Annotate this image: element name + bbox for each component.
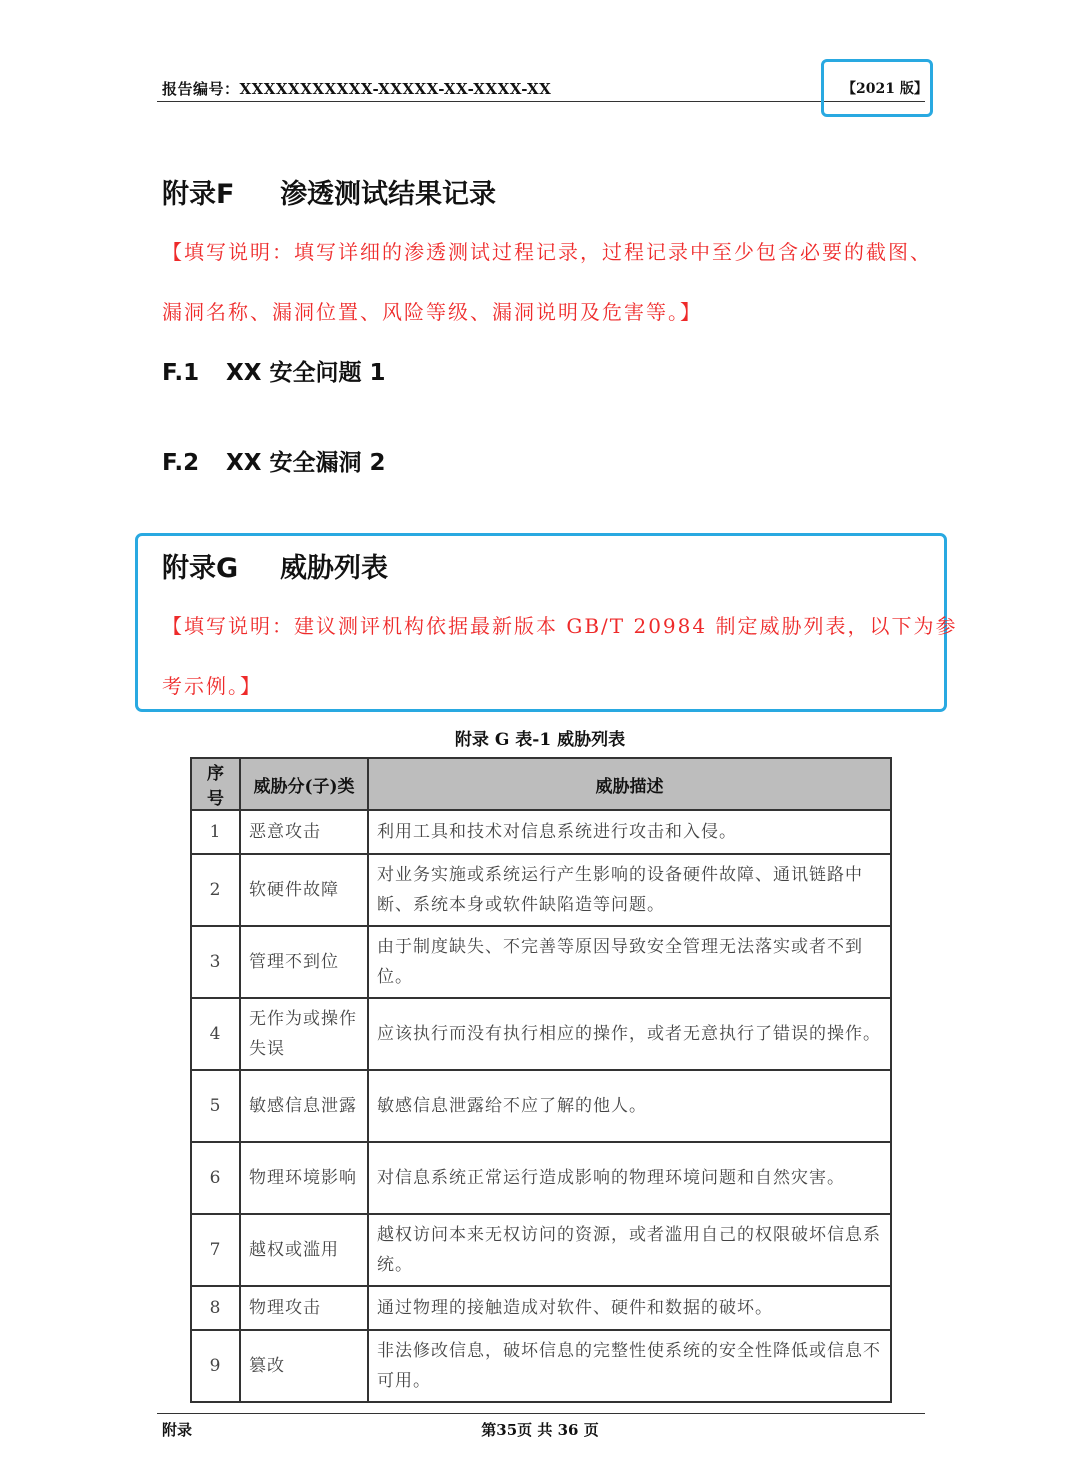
row-description: 越权访问本来无权访问的资源，或者滥用自己的权限破坏信息系统。: [368, 1214, 891, 1286]
row-description: 应该执行而没有执行相应的操作，或者无意执行了错误的操作。: [368, 998, 891, 1070]
row-category: 越权或滥用: [240, 1214, 368, 1286]
row-no: 9: [191, 1330, 240, 1402]
row-no: 4: [191, 998, 240, 1070]
table-row: [191, 1286, 891, 1330]
row-category: 软硬件故障: [240, 854, 368, 926]
footer-rule: [157, 1413, 925, 1414]
column-header-description: 威胁描述: [368, 758, 891, 810]
column-header-category: 威胁分(子)类: [240, 758, 368, 810]
appendix-g-note-line1: 【填写说明：建议测评机构依据最新版本 GB/T 20984 制定威胁列表，以下为参: [162, 614, 958, 638]
row-description: 由于制度缺失、不完善等原因导致安全管理无法落实或者不到位。: [368, 926, 891, 998]
table-row: [191, 1214, 891, 1286]
row-description: 敏感信息泄露给不应了解的他人。: [368, 1070, 891, 1142]
section-f2-title: XX 安全漏洞 2: [226, 450, 386, 476]
row-category: 物理攻击: [240, 1286, 368, 1330]
column-header-no: 序号: [191, 758, 240, 810]
row-no: 8: [191, 1286, 240, 1330]
footer-section-label: 附录: [162, 1421, 193, 1439]
row-no: 6: [191, 1142, 240, 1214]
appendix-f-note-line1: 【填写说明：填写详细的渗透测试过程记录，过程记录中至少包含必要的截图、: [162, 240, 932, 264]
row-category: 管理不到位: [240, 926, 368, 998]
appendix-g-heading: [162, 546, 388, 585]
section-f2-number: F.2: [162, 450, 200, 476]
row-description: 对信息系统正常运行造成影响的物理环境问题和自然灾害。: [368, 1142, 891, 1214]
appendix-f-note-line2: 漏洞名称、漏洞位置、风险等级、漏洞说明及危害等。】: [162, 300, 702, 324]
appendix-g-note-line2: 考示例。】: [162, 674, 262, 698]
section-f1-title: XX 安全问题 1: [226, 360, 386, 386]
row-category: 无作为或操作失误: [240, 998, 368, 1070]
row-description: 对业务实施或系统运行产生影响的设备硬件故障、通讯链路中断、系统本身或软件缺陷造等问题。: [368, 854, 891, 926]
threat-table: [190, 757, 892, 1403]
row-description: 利用工具和技术对信息系统进行攻击和入侵。: [368, 810, 891, 854]
section-f1-number: F.1: [162, 360, 200, 386]
row-category: 敏感信息泄露: [240, 1070, 368, 1142]
table-row: [191, 810, 891, 854]
section-f1-heading: [162, 354, 385, 387]
row-category: 恶意攻击: [240, 810, 368, 854]
row-category: 物理环境影响: [240, 1142, 368, 1214]
table-header-row: [191, 758, 891, 810]
section-f2-heading: [162, 444, 385, 477]
appendix-g-number: 附录G: [162, 553, 239, 584]
table-row: [191, 1142, 891, 1214]
row-description: 非法修改信息，破坏信息的完整性使系统的安全性降低或信息不可用。: [368, 1330, 891, 1402]
row-description: 通过物理的接触造成对软件、硬件和数据的破坏。: [368, 1286, 891, 1330]
row-no: 2: [191, 854, 240, 926]
table-row: [191, 926, 891, 998]
row-no: 5: [191, 1070, 240, 1142]
row-category: 篡改: [240, 1330, 368, 1402]
row-no: 7: [191, 1214, 240, 1286]
row-no: 3: [191, 926, 240, 998]
appendix-f-heading: [162, 172, 496, 211]
table-row: [191, 1330, 891, 1402]
header-rule: [157, 101, 925, 102]
appendix-f-title: 渗透测试结果记录: [280, 179, 496, 210]
appendix-f-number: 附录F: [162, 179, 235, 210]
table-row: [191, 1070, 891, 1142]
table-caption: 附录 G 表-1 威胁列表: [454, 730, 626, 750]
appendix-g-title: 威胁列表: [280, 553, 388, 584]
report-number: 报告编号：XXXXXXXXXXX-XXXXX-XX-XXXX-XX: [162, 80, 552, 98]
row-no: 1: [191, 810, 240, 854]
table-row: [191, 998, 891, 1070]
version-label: 【2021 版】: [842, 81, 928, 97]
table-row: [191, 854, 891, 926]
footer-page-number: 第35页 共 36 页: [481, 1421, 599, 1439]
